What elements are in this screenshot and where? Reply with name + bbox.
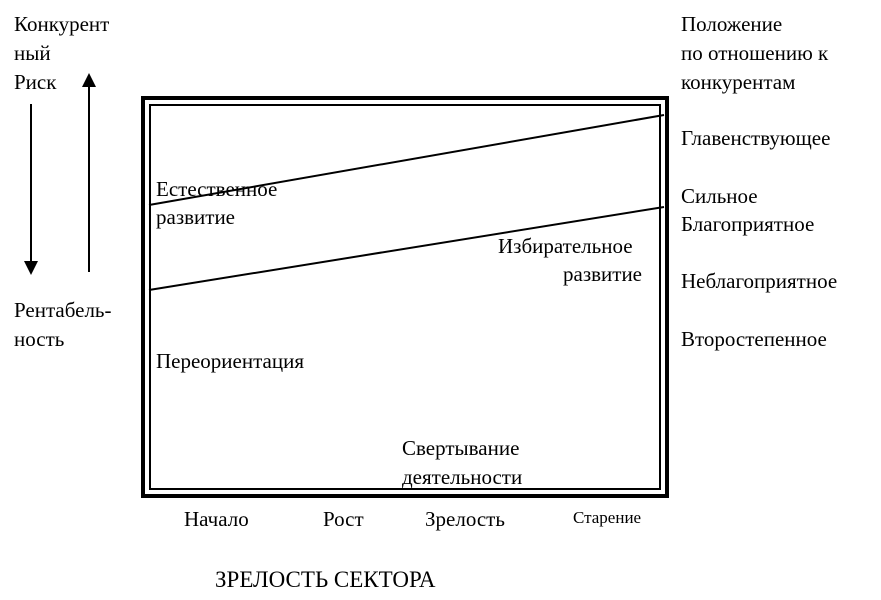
position-strong: Сильное bbox=[681, 184, 758, 208]
stage-growth: Рост bbox=[323, 507, 364, 531]
position-unfavorable: Неблагоприятное bbox=[681, 269, 838, 293]
competitive-position-title-line-1: Положение bbox=[681, 12, 783, 36]
selective-development-label-line-2: развитие bbox=[563, 262, 643, 286]
competitive-position-title-line-2: по отношению к bbox=[681, 41, 829, 65]
position-favorable: Благоприятное bbox=[681, 212, 815, 236]
wind-down-label-line-2: деятельности bbox=[402, 465, 523, 489]
position-secondary: Второстепенное bbox=[681, 327, 827, 351]
stage-aging: Старение bbox=[573, 508, 642, 527]
position-dominant: Главенствующее bbox=[681, 126, 831, 150]
natural-development-label-line-2: развитие bbox=[156, 205, 236, 229]
sector-maturity-title: ЗРЕЛОСТЬ СЕКТОРА bbox=[215, 567, 436, 592]
profitability-label-line-2: ность bbox=[14, 327, 65, 351]
wind-down-label-line-1: Свертывание bbox=[402, 436, 520, 460]
natural-development-label-line-1: Естественное bbox=[156, 177, 278, 201]
selective-development-label-line-1: Избирательное bbox=[498, 234, 633, 258]
stage-maturity: Зрелость bbox=[425, 507, 505, 531]
competitive-risk-label-line-1: Конкурент bbox=[14, 12, 110, 36]
profitability-label-line-1: Рентабель- bbox=[14, 298, 112, 322]
stage-start: Начало bbox=[184, 507, 249, 531]
competitive-position-title-line-3: конкурентам bbox=[681, 70, 796, 94]
competitive-risk-label-line-3: Риск bbox=[14, 70, 57, 94]
reorientation-label: Переориентация bbox=[156, 349, 304, 373]
competitive-risk-label-line-2: ный bbox=[14, 41, 51, 65]
